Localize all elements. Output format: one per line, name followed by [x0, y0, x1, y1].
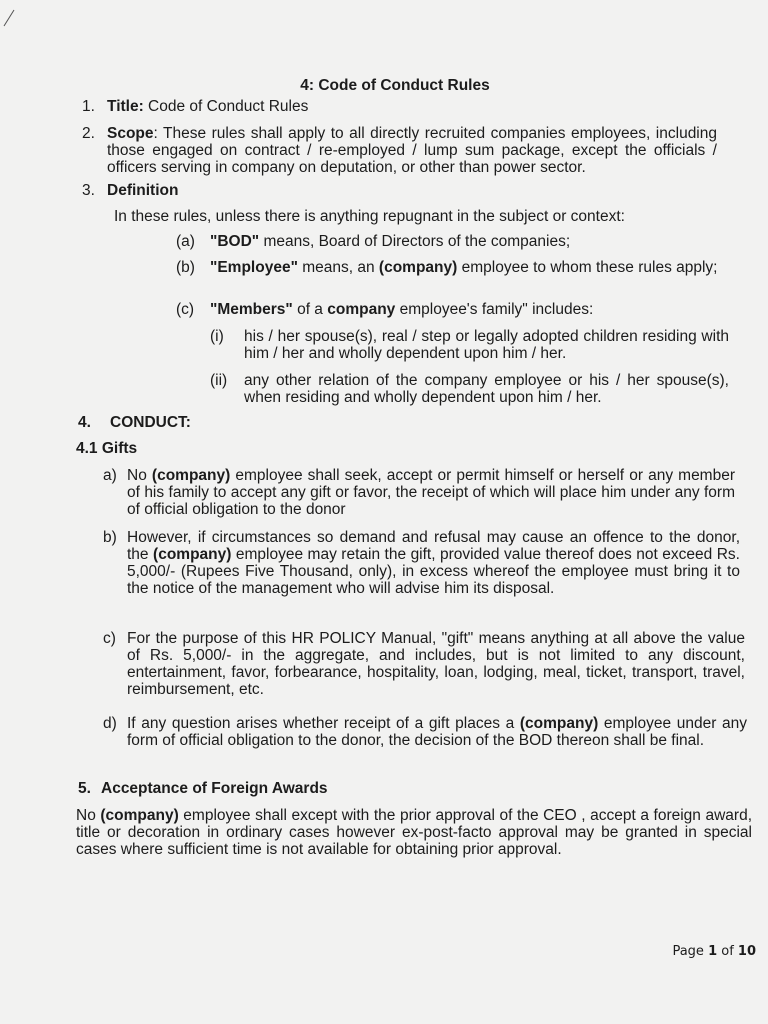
gift-d — [127, 715, 747, 749]
def-b-term: "Employee" — [210, 259, 298, 276]
def-b — [210, 259, 725, 276]
footer-page-mid: of — [717, 944, 738, 959]
scan-mark-icon — [2, 8, 18, 28]
section-1 — [107, 98, 727, 115]
def-c-text1: of a — [292, 301, 328, 318]
gift-a-t2: employee shall seek, accept or permit himself or herself or any member of his family to accept any gift or favor, the receipt of which will place him under any form of official obligation to the donor — [127, 467, 735, 518]
gift-b-marker: b) — [103, 529, 117, 546]
def-ii-marker: (ii) — [210, 372, 228, 389]
section-4-1-label: 4.1 Gifts — [76, 440, 138, 457]
section-5-number: 5. — [78, 780, 91, 797]
def-c — [210, 301, 730, 318]
gift-b-t2: employee may retain the gift, provided value thereof does not exceed Rs. 5,000/- (Rupees Five Thousand, only), in excess whereof the employee must bring it to the notice of the management who will advise him its disposal. — [127, 546, 740, 597]
section-5-t2: employee shall except with the prior approval of the CEO , accept a foreign award, title or decoration in ordinary cases however ex-post-facto approval may be granted in special cases where sufficient time is not available for obtaining prior approval. — [76, 807, 752, 858]
page-footer — [672, 943, 756, 960]
def-b-marker: (b) — [176, 259, 195, 276]
section-2 — [107, 125, 717, 176]
section-2-number: 2. — [82, 125, 95, 142]
def-c-marker: (c) — [176, 301, 195, 318]
section-3-intro: In these rules, unless there is anything repugnant in the subject or context: — [114, 208, 625, 225]
gift-a-t1: No — [127, 467, 152, 484]
section-4-label: CONDUCT: — [110, 414, 191, 431]
footer-page-total: 10 — [737, 944, 756, 959]
footer-page-number: 1 — [708, 944, 718, 959]
def-a-marker: (a) — [176, 233, 195, 250]
footer-page-prefix: Page — [672, 944, 709, 959]
section-1-text: Code of Conduct Rules — [143, 98, 309, 115]
def-a-term: "BOD" — [210, 233, 260, 250]
section-5-text — [76, 807, 752, 858]
section-5-label: Acceptance of Foreign Awards — [101, 780, 328, 797]
gift-d-t2: employee under any form of official obligation to the donor, the decision of the BOD thereon shall be final. — [127, 715, 747, 749]
def-c-bold: company — [327, 301, 396, 318]
def-b-text2: employee to whom these rules apply; — [457, 259, 718, 276]
gift-a-marker: a) — [103, 467, 117, 484]
document-heading: 4: Code of Conduct Rules — [300, 77, 490, 94]
def-ii-text: any other relation of the company employee or his / her spouse(s), when residing and wholly dependent upon him / her. — [244, 372, 729, 406]
def-i-text: his / her spouse(s), real / step or legally adopted children residing with him / her and wholly dependent upon him / her. — [244, 328, 729, 362]
section-1-number: 1. — [82, 98, 95, 115]
section-1-label: Title: — [107, 98, 144, 115]
section-3-label: Definition — [107, 182, 179, 199]
def-a-text: means, Board of Directors of the companies; — [259, 233, 571, 250]
gift-b-t1: However, if circumstances so demand and refusal may cause an offence to the donor, the — [127, 529, 740, 563]
gift-d-marker: d) — [103, 715, 117, 732]
section-2-text: : These rules shall apply to all directly recruited companies employees, including those engaged on contract / re-employed / lump sum package, except the officials / officers serving in company on deputation, or other than power sector. — [107, 125, 717, 176]
gift-a-bold: (company) — [151, 467, 231, 484]
section-5-bold: (company) — [100, 807, 179, 824]
gift-c-text: For the purpose of this HR POLICY Manual, "gift" means anything at all above the value of Rs. 5,000/- in the aggregate, and includes, but is not limited to any discount, entertainment, favor, forbearance, hospitality, loan, lodging, meal, ticket, transport, travel, reimbursement, etc. — [127, 630, 745, 698]
gift-d-t1: If any question arises whether receipt of a gift places a — [127, 715, 520, 732]
def-c-text2: employee's family" includes: — [395, 301, 594, 318]
gift-d-bold: (company) — [519, 715, 599, 732]
section-5-t1: No — [76, 807, 101, 824]
gift-b — [127, 529, 740, 597]
gift-c-marker: c) — [103, 630, 116, 647]
def-b-text1: means, an — [297, 259, 379, 276]
def-a — [210, 233, 730, 250]
gift-a — [127, 467, 735, 518]
def-i-marker: (i) — [210, 328, 224, 345]
section-2-label: Scope — [107, 125, 154, 142]
def-b-bold: (company) — [378, 259, 458, 276]
gift-b-bold: (company) — [153, 546, 232, 563]
def-c-term: "Members" — [210, 301, 293, 318]
section-4-number: 4. — [78, 414, 91, 431]
section-3-number: 3. — [82, 182, 95, 199]
